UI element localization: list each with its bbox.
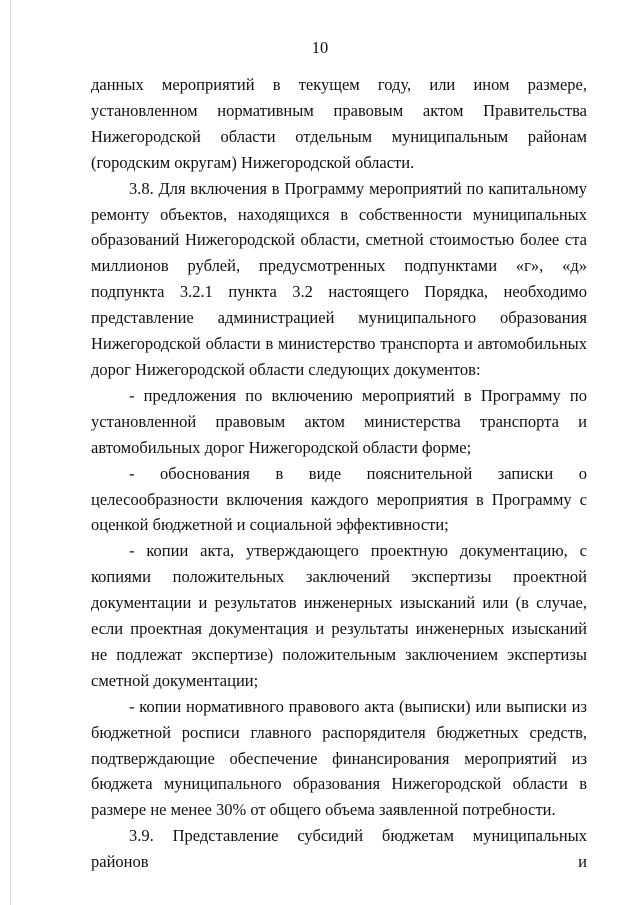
paragraph-3-9: 3.9. Представление субсидий бюджетам муниципальных районов и	[91, 826, 587, 872]
paragraph-3-8: 3.8. Для включения в Программу мероприятий по капитальному ремонту объектов, находящихся в собственности муниципальных образований Нижегородской области, сметной стоимостью более ста миллионов рублей, предусмотренных подпунктами «г», «д» подпункта 3.2.1 пункта 3.2 настоящего Порядка, необходимо представление администрацией муниципального образования Нижегородской области в министерство транспорта и автомобильных дорог Нижегородской области следующих документов:	[91, 178, 587, 379]
document-body	[91, 72, 587, 875]
list-item-proposals: - предложения по включению мероприятий в Программу по установленной правовым актом министерства транспорта и автомобильных дорог Нижегородской области форме;	[91, 385, 587, 457]
list-item-act-copies: - копии акта, утверждающего проектную документацию, с копиями положительных заключений экспертизы проектной документации и результатов инженерных изысканий или (в случае, если проектная документация и результаты инженерных изысканий не подлежат экспертизе) положительным заключением экспертизы сметной документации;	[91, 541, 587, 690]
paragraph-continuation: данных мероприятий в текущем году, или ином размере, установленном нормативным правовым актом Правительства Нижегородской области отдельным муниципальным районам (городским округам) Нижегородской области.	[91, 75, 587, 172]
list-item-legal-act-copies: - копии нормативного правового акта (выписки) или выписки из бюджетной росписи главного распорядителя бюджетных средств, подтверждающие обеспечение финансирования мероприятий из бюджета муниципального образования Нижегородской области в размере не менее 30% от общего объема заявленной потребности.	[91, 696, 587, 820]
page-number: 10	[311, 38, 329, 57]
list-item-justification: - обоснования в виде пояснительной записки о целесообразности включения каждого мероприятия в Программу с оценкой бюджетной и социальной эффективности;	[91, 463, 587, 535]
scan-edge-line	[10, 0, 11, 905]
